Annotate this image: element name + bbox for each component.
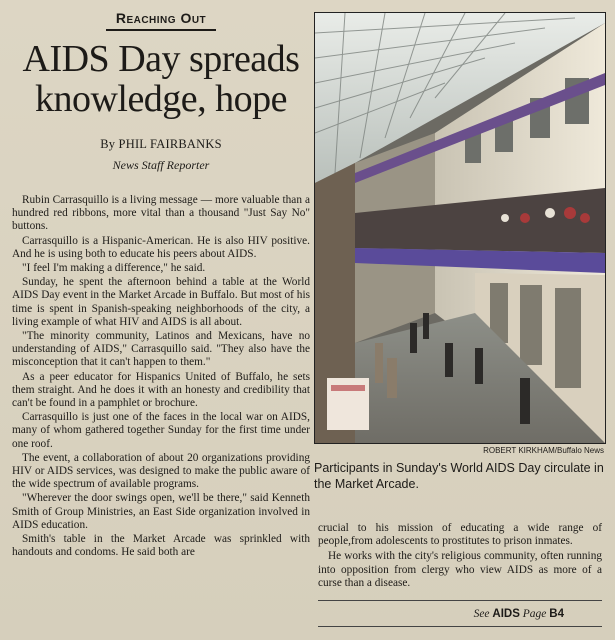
arcade-photo — [314, 12, 606, 444]
article-paragraph: Rubin Carrasquillo is a living message — more valuable than a hundred red ribbons, more vital than a thousand "Just Say No" buttons. — [12, 194, 310, 233]
article-paragraph: Carrasquillo is just one of the faces in the local war on AIDS, many of whom gathered together Sunday for the first time under one roof. — [12, 411, 310, 450]
article-paragraph: "The minority community, Latinos and Mexicans, have no understanding of AIDS," Carrasquillo said. "They also have the misconception that it can't happen to them." — [12, 330, 310, 369]
article-paragraph: As a peer educator for Hispanics United of Buffalo, he sets them straight. And he does it with an honesty and credibility that can't be found in a pamphlet or brochure. — [12, 370, 310, 410]
article-paragraph: The event, a collaboration of about 20 organizations providing HIV or AIDS services, was designed to make the public aware of the wide spectrum of available programs. — [12, 451, 310, 491]
byline: By PHIL FAIRBANKS — [100, 137, 222, 151]
jump-rule-bottom — [318, 626, 602, 627]
article-body — [12, 194, 310, 560]
jump-rule-top — [318, 600, 602, 601]
jump-line[interactable] — [318, 608, 602, 620]
article-paragraph: He works with the city's religious community, often running into opposition from clergy who view AIDS as more of a curse than a disease. — [318, 550, 602, 589]
article-paragraph: "Wherever the door swings open, we'll be there," said Kenneth Smith of Group Ministries, an East Side organization involved in AIDS education. — [12, 492, 310, 531]
article-paragraph: "I feel I'm making a difference," he said. — [22, 262, 206, 275]
kicker-underline — [106, 29, 216, 31]
photo-caption: Participants in Sunday's World AIDS Day circulate in the Market Arcade. — [314, 461, 604, 491]
byline-title: News Staff Reporter — [112, 158, 210, 172]
article-header — [12, 10, 310, 173]
article-paragraph: Sunday, he spent the afternoon behind a table at the World AIDS Day event in the Market Arcade in Buffalo. But most of his time is spent in Spanish-speaking neighborhoods of the city, a living example of what HIV and AIDS is all about. — [12, 276, 310, 328]
arcade-photo-illustration — [315, 13, 605, 443]
photo-credit: ROBERT KIRKHAM/Buffalo News — [483, 446, 604, 455]
article-paragraph: crucial to his mission of educating a wide range of people,from adolescents to prostitutes to prison inmates. — [318, 522, 602, 548]
article-continuation — [318, 522, 602, 592]
section-kicker: Reaching Out — [115, 10, 207, 26]
jump-page-number: B4 — [549, 608, 564, 620]
article-paragraph: Smith's table in the Market Arcade was sprinkled with handouts and condoms. He said both are — [12, 533, 310, 559]
jump-see: See — [473, 608, 490, 620]
jump-section: AIDS — [492, 608, 520, 620]
article-paragraph: Carrasquillo is a Hispanic-American. He is also HIV positive. And he is using both to educate his peers about AIDS. — [12, 234, 310, 260]
jump-page-word: Page — [522, 608, 547, 620]
headline: AIDS Day spreads knowledge, hope — [22, 38, 300, 120]
